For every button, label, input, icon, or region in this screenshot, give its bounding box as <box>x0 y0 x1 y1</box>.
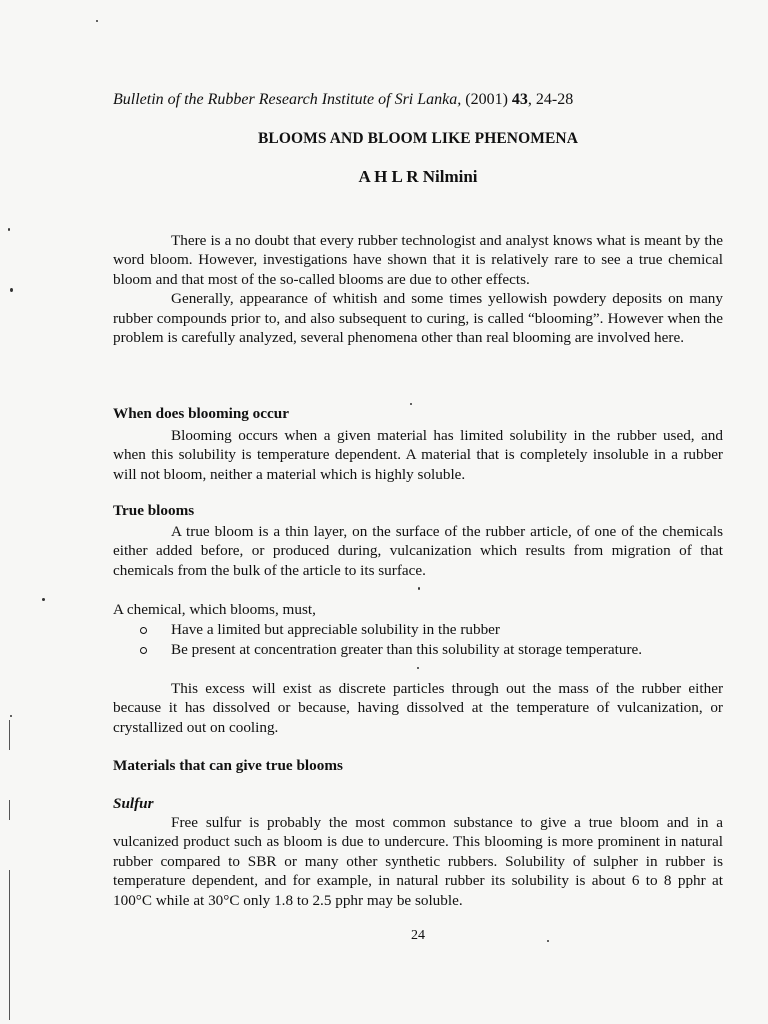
scan-speck <box>8 228 10 231</box>
scan-margin-line <box>9 800 10 820</box>
scan-margin-line <box>9 720 10 750</box>
list-item: Be present at concentration greater than this solubility at storage temperature. <box>140 640 642 660</box>
page-number: 24 <box>411 928 425 943</box>
journal-citation <box>113 91 573 109</box>
section-heading-materials: Materials that can give true blooms <box>113 757 343 774</box>
section-heading-sulfur: Sulfur <box>113 795 154 812</box>
scan-speck <box>418 587 420 590</box>
scan-speck <box>42 598 45 601</box>
excess-paragraph-block <box>113 679 723 737</box>
scan-speck <box>417 667 419 669</box>
scan-speck <box>10 715 12 717</box>
bullet-icon <box>140 627 147 634</box>
intro-paragraph-2: Generally, appearance of whitish and some times yellowish powdery deposits on many rubber compounds prior to, and also subsequent to curing, is called “blooming”. However when the problem is carefully analyzed, several phenomena other than real blooming are involved here. <box>113 290 723 347</box>
list-item: Have a limited but appreciable solubility in the rubber <box>140 620 642 640</box>
intro-paragraph-1: There is a no doubt that every rubber technologist and analyst knows what is meant by the word bloom. However, investigations have shown that it is relatively rare to see a true chemical bloom and that most of the so-called blooms are due to other effects. <box>113 232 723 288</box>
bullet-icon <box>140 647 147 654</box>
sulfur-paragraph: Free sulfur is probably the most common substance to give a true bloom and in a vulcanized product such as bloom is due to undercure. This blooming is more prominent in natural rubber compared to SBR or many other synthetic rubbers. Solubility of sulpher in rubber is temperature dependent, and for example, in natural rubber its solubility is about 6 to 8 pphr at 100°C while at 30°C only 1.8 to 2.5 pphr may be soluble. <box>113 814 723 909</box>
sulfur-section-body <box>113 813 723 910</box>
citation-volume: 43 <box>511 91 528 108</box>
article-author: A H L R Nilmini <box>358 167 478 186</box>
citation-pages: , 24-28 <box>527 91 574 108</box>
intro-section <box>113 231 723 347</box>
true-blooms-paragraph: A true bloom is a thin layer, on the surface of the rubber article, of one of the chemicals either added before, or produced during, vulcanization which results from migration of that chemicals from the bulk of the article to its surface. <box>113 523 723 579</box>
article-title: BLOOMS AND BLOOM LIKE PHENOMENA <box>257 130 579 147</box>
scan-speck <box>410 403 412 405</box>
citation-year: (2001) <box>461 91 512 108</box>
bloom-requirements-lead: A chemical, which blooms, must, <box>113 601 316 618</box>
scan-speck <box>10 288 13 292</box>
scan-margin-line <box>9 870 10 1020</box>
when-section-body <box>113 426 723 484</box>
when-paragraph: Blooming occurs when a given material has limited solubility in the rubber used, and when this solubility is temperature dependent. A material that is completely insoluble in a rubber will not bloom, neither a material which is highly soluble. <box>113 427 723 483</box>
excess-paragraph: This excess will exist as discrete particles through out the mass of the rubber either because it has dissolved or because, having dissolved at the temperature of vulcanization, or crystallized out on cooling. <box>113 680 723 736</box>
scan-speck <box>96 20 98 22</box>
bloom-requirements-list <box>140 620 642 659</box>
section-heading-true-blooms: True blooms <box>113 502 195 519</box>
section-heading-when: When does blooming occur <box>113 405 289 422</box>
true-blooms-body <box>113 522 723 580</box>
citation-journal: Bulletin of the Rubber Research Institute of Sri Lanka, <box>113 91 462 108</box>
